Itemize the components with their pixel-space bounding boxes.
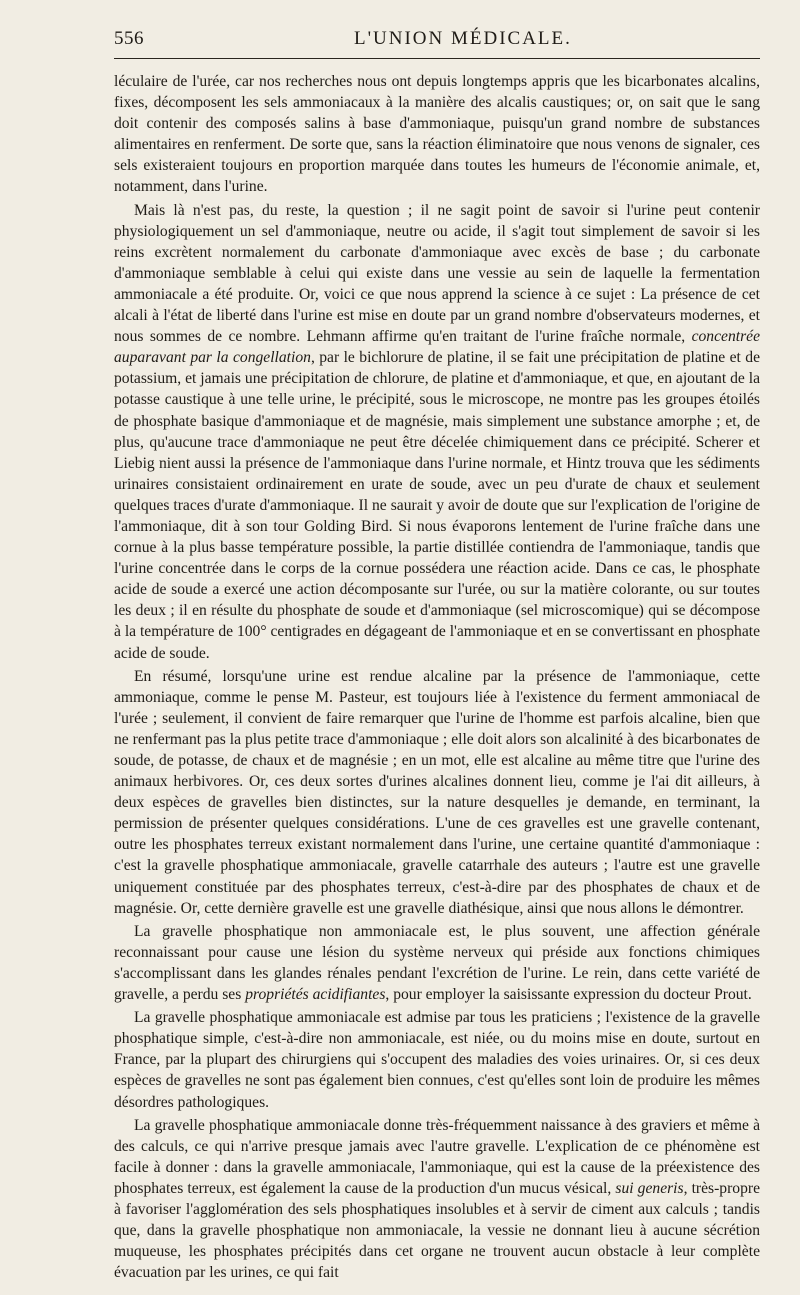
paragraph-6-text-b: , très-propre à favoriser l'agglomération des sels phosphatiques insolubles et à servir de ciment aux calculs ; tandis que, dans la gravelle phosphatique non ammoniacale, la vessie ne donnant lieu à aucune sécrétion muqueuse, les phosphates précipités dans cet organe ne trouvent aucun obstacle à leur complète évacuation par les urines, ce qui fait <box>114 1179 760 1282</box>
paragraph-3 <box>114 666 760 919</box>
paragraph-6 <box>114 1115 760 1284</box>
paragraph-5 <box>114 1007 760 1112</box>
paragraph-4 <box>114 921 760 1005</box>
paragraph-4-italic: propriétés acidifiantes <box>245 986 386 1004</box>
paragraph-2-text-b: , par le bichlorure de platine, il se fait une précipitation de platine et de potassium, et jamais une précipitation de chlorure, de platine et d'ammoniaque, et que, en ajoutant de la potasse caustique à une telle urine, le précipité, sous le microscope, ne montre pas les groupes étoilés de phosphate basique d'ammoniaque et de magnésie, mais simplement une substance amorphe ; et, de plus, qu'aucune trace d'ammoniaque ne peut être décelée chimiquement dans ce précipité. Scherer et Liebig nient aussi la présence de l'ammoniaque dans l'urine normale, et Hintz trouva que les sédiments urinaires consistaient ordinairement en urate de soude, avec un peu d'urate de chaux et seulement quelques traces d'urate d'ammoniaque. Il ne saurait y avoir de doute que sur l'explication de l'origine de l'ammoniaque, dit à son tour Golding Bird. Si nous évaporons lentement de l'urine fraîche dans une cornue à la plus basse température possible, la partie distillée contiendra de l'ammoniaque, tandis que l'urine concentrée dans le corps de la cornue possédera une réaction acide. Dans ce cas, le phosphate acide de soude a exercé une action décomposante sur l'urée, ou sur la matière colorante, ou sur toutes les deux ; il en résulte du phosphate de soude et d'ammoniaque (sel microscomique) qui se décompose à la température de 100° centigrades en dégageant de l'ammoniaque et en se convertissant en phosphate acide de soude. <box>114 349 760 662</box>
journal-title: L'UNION MÉDICALE. <box>354 28 572 49</box>
page-number: 556 <box>114 28 144 49</box>
paragraph-1 <box>114 71 760 198</box>
paragraph-5-text: La gravelle phosphatique ammoniacale est admise par tous les praticiens ; l'existence de la gravelle phosphatique simple, c'est-à-dire non ammoniacale, est niée, ou du moins mise en doute, surtout en France, par la plupart des chirurgiens qui s'occupent des maladies des voies urinaires. Or, si ces deux espèces de gravelles ne sont pas également bien connues, c'est qu'elles sont loin de produire les mêmes désordres pathologiques. <box>114 1009 760 1111</box>
paragraph-4-text-b: , pour employer la saisissante expression du docteur Prout. <box>385 986 752 1004</box>
article-body <box>114 71 760 1283</box>
paragraph-1-text: léculaire de l'urée, car nos recherches nous ont depuis longtemps appris que les bicarbonates alcalins, fixes, décomposent les sels ammoniacaux à la manière des alcalis caustiques; or, on sait que le sang doit contenir des composés salins à base d'ammoniaque, puisqu'un grand nombre de substances alimentaires en renferment. De sorte que, sans la réaction éliminatoire que nous venons de signaler, ces sels existeraient toujours en proportion marquée dans toutes les humeurs de l'économie animale, et, notamment, dans l'urine. <box>114 73 760 196</box>
paragraph-6-italic: sui generis <box>615 1179 684 1197</box>
paragraph-2-italic: concentrée auparavant par la congellation <box>114 328 760 367</box>
paragraph-2-text-a: Mais là n'est pas, du reste, la question ; il ne sagit point de savoir si l'urine peut contenir physiologiquement un sel d'ammoniaque, neutre ou acide, il s'agit tout simplement de savoir si les reins excrètent normalement du carbonate d'ammoniaque avec excès de base ; du carbonate d'ammoniaque semblable à celui qui existe dans une vessie au sein de laquelle la fermentation ammoniacale a été produite. Or, voici ce que nous apprend la science à ce sujet : La présence de cet alcali à l'état de liberté dans l'urine est mise en doute par un grand nombre d'observateurs modernes, et nous sommes de ce nombre. Lehmann affirme qu'en traitant de l'urine fraîche normale, <box>114 201 760 346</box>
paragraph-6-text-a: La gravelle phosphatique ammoniacale donne très-fréquemment naissance à des graviers et même à des calculs, ce qui n'arrive presque jamais avec l'autre gravelle. L'explication de ce phénomène est facile à donner : dans la gravelle ammoniacale, l'ammoniaque, qui est la cause de la préexistence des phosphates terreux, est également la cause de la production d'un mucus vésical, <box>114 1116 760 1197</box>
paragraph-4-text-a: La gravelle phosphatique non ammoniacale est, le plus souvent, une affection générale reconnaissant pour cause une lésion du système nerveux qui préside aux fonctions chimiques s'accomplissant dans les glandes rénales pendant l'excrétion de l'urine. Le rein, dans cette variété de gravelle, a perdu ses <box>114 922 760 1004</box>
paragraph-3-text: En résumé, lorsqu'une urine est rendue alcaline par la présence de l'ammoniaque, cette ammoniaque, comme le pense M. Pasteur, est toujours liée à l'existence du ferment ammoniacal de l'urée ; seulement, il convient de faire remarquer que l'urine de l'homme est parfois alcaline, bien que ne renfermant pas la plus petite trace d'ammoniaque ; elle doit alors son alcalinité à des bicarbonates de soude, de potasse, de chaux et de magnésie ; en un mot, elle est alcaline au même titre que l'urine des animaux herbivores. Or, ces deux sortes d'urines alcalines donnent lieu, comme je l'ai dit ailleurs, à deux espèces de gravelles bien distinctes, sur la nature desquelles je demande, en terminant, la permission de présenter quelques considérations. L'une de ces gravelles est une gravelle contenant, outre les phosphates terreux existant normalement dans l'urine, une certaine quantité d'ammoniaque : c'est la gravelle phosphatique ammoniacale, gravelle catarrhale des auteurs ; l'autre est une gravelle uniquement constituée par des phosphates terreux, c'est-à-dire par des phosphates de chaux et de magnésie. Or, cette dernière gravelle est une gravelle diathésique, ainsi que nous allons le démontrer. <box>114 667 760 917</box>
paragraph-2 <box>114 200 760 664</box>
running-header <box>114 22 760 59</box>
